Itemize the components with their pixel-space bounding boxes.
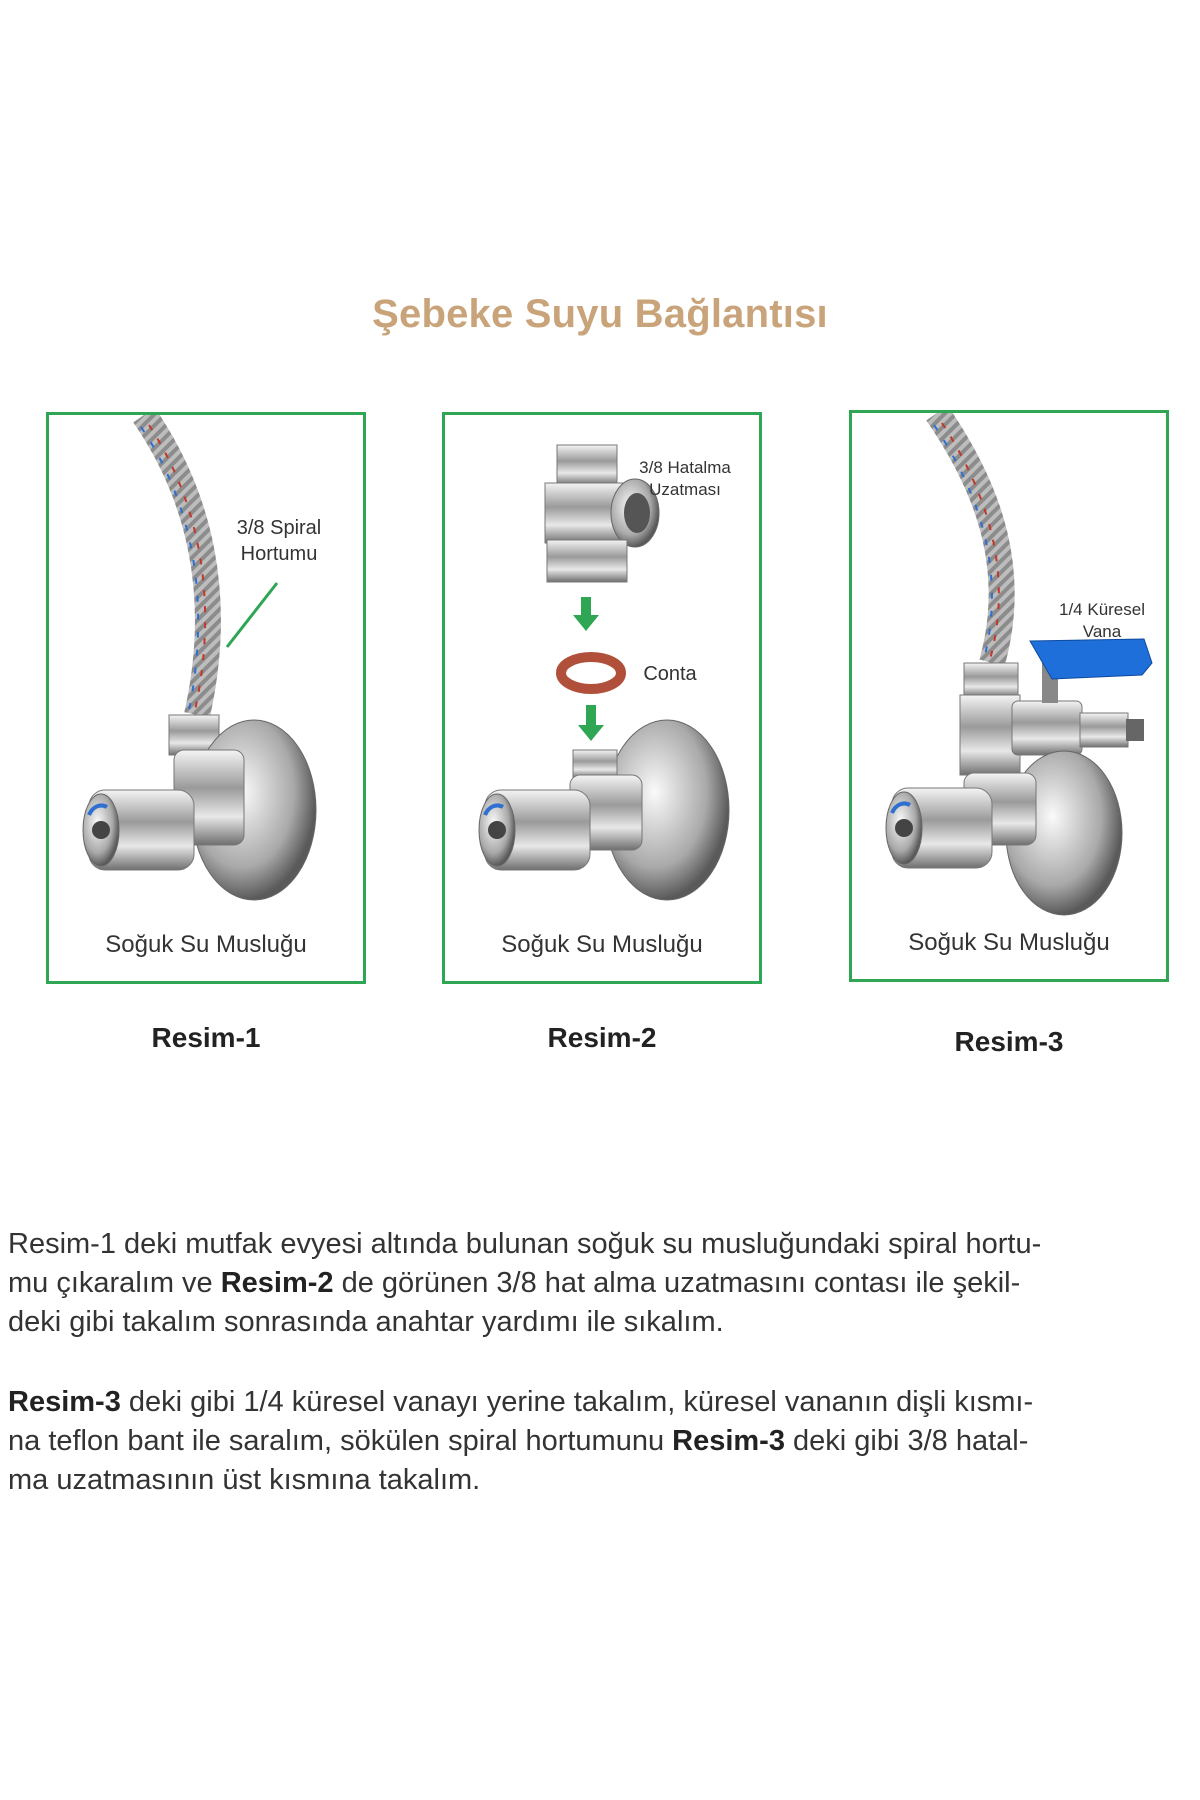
knob-screw (895, 819, 913, 837)
panel-resim-3 (849, 410, 1169, 982)
gasket (561, 657, 621, 689)
panel-resim-1 (46, 412, 366, 984)
callout-line (227, 583, 277, 647)
threaded-outlet (573, 750, 617, 778)
panel-caption: Soğuk Su Musluğu (501, 931, 703, 958)
spiral-hose (937, 413, 1002, 663)
page-title: Şebeke Suyu Bağlantısı (372, 292, 828, 336)
spiral-hose (144, 415, 208, 715)
ball-valve (1012, 639, 1152, 755)
figure-label-resim-3: Resim-3 (954, 1026, 1064, 1057)
hose-label: 3/8 Spiral Hortumu (236, 517, 322, 565)
valve-illustration-1 (49, 415, 363, 981)
valve-illustration-3 (852, 413, 1166, 979)
panel-resim-2 (442, 412, 762, 984)
gasket-label: Conta (643, 663, 697, 685)
extension-label: 3/8 Hatalma Uzatması (639, 458, 731, 499)
knob-screw (488, 821, 506, 839)
paragraph-1: Resim-1 deki mutfak evyesi altında bulunan soğuk su musluğundaki spiral hortu- mu çıkaralım ve Resim-2 de görünen 3/8 hat alma uzatmasını contası ile şekil- deki gibi takalım sonrasında anahtar yardımı ile sıkalım. (8, 1228, 1042, 1338)
arrow-down-icon (578, 705, 604, 741)
ball-valve-label: 1/4 Küresel Vana (1059, 600, 1145, 641)
tee-extension-fitting (960, 695, 1020, 775)
figure-label-resim-1: Resim-1 (151, 1022, 261, 1053)
arrow-down-icon (573, 597, 599, 631)
figure-label-resim-2: Resim-2 (547, 1022, 657, 1053)
paragraph-2: Resim-3 deki gibi 1/4 küresel vanayı yerine takalım, küresel vananın dişli kısmı- na teflon bant ile saralım, sökülen spiral hortumunu Resim-3 deki gibi 3/8 hatal- ma uzatmasının üst kısmına takalım. (8, 1386, 1034, 1496)
panel-caption: Soğuk Su Musluğu (908, 929, 1110, 956)
blue-handle (1030, 639, 1152, 679)
nut (964, 663, 1018, 697)
knob-screw (92, 821, 110, 839)
panel-caption: Soğuk Su Musluğu (105, 931, 307, 958)
